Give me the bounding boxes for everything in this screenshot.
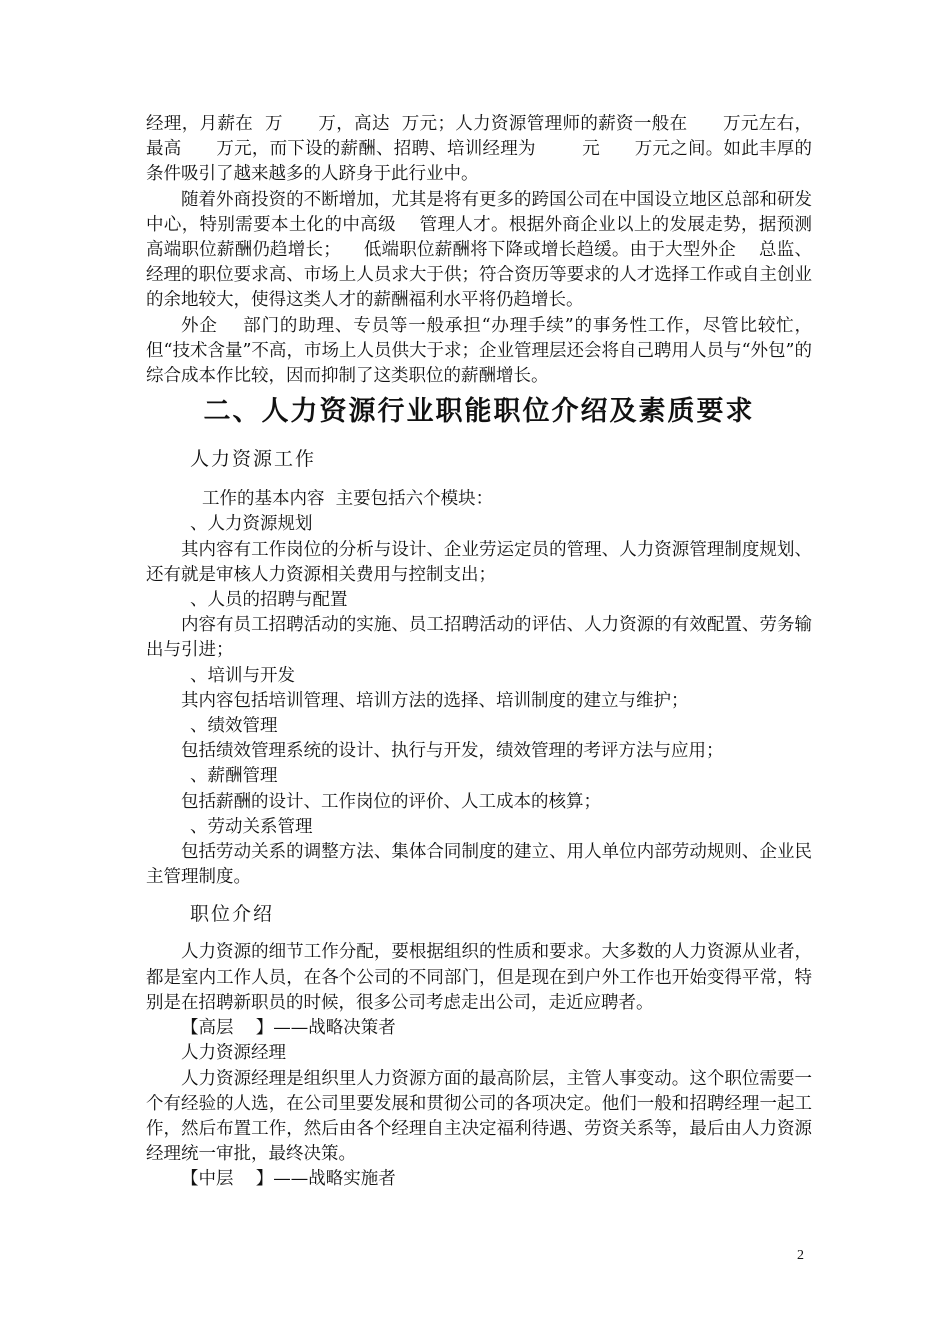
- level-high: 【高层 】——战略决策者: [181, 1018, 396, 1039]
- module-desc: 包括劳动关系的调整方法、集体合同制度的建立、用人单位内部劳动规则、企业民主管理制度。: [146, 842, 812, 888]
- paragraph-hr-manager-desc: 人力资源经理是组织里人力资源方面的最高阶层，主管人事变动。这个职位需要一个有经验的人选，在公司里要发展和贯彻公司的各项决定。他们一般和招聘经理一起工作，然后布置工作，然后由各个经理自主决定福利待遇、劳资关系等，最后由人力资源经理统一审批，最终决策。: [146, 1068, 812, 1165]
- module-title: 、培训与开发: [190, 665, 295, 686]
- module-title: 、薪酬管理: [190, 766, 278, 787]
- role-hr-manager: 人力资源经理: [181, 1043, 286, 1064]
- section-heading: 二、人力资源行业职能职位介绍及素质要求: [203, 396, 755, 428]
- page-number: 2: [797, 1248, 804, 1263]
- module-desc: 包括薪酬的设计、工作岗位的评价、人工成本的核算；: [181, 791, 601, 812]
- module-title: 、绩效管理: [190, 716, 278, 737]
- document-page: [146, 112, 835, 1193]
- subsection-position-intro: 职位介绍: [190, 903, 275, 926]
- paragraph-foreign-investment: 随着外商投资的不断增加，尤其是将有更多的跨国公司在中国设立地区总部和研发中心，特别需要本土化的中高级 管理人才。根据外商企业以上的发展走势，据预测 高端职位薪酬仍趋增长； 低端职位薪酬将下降或增长趋缓。由于大型外企 总监、经理的职位要求高、市场上人员求大于供；符合资历等要求的人才选择工作或自主创业的余地较大，使得这类人才的薪酬福利水平将仍趋增长。: [146, 189, 835, 311]
- module-desc: 包括绩效管理系统的设计、执行与开发，绩效管理的考评方法与应用；: [181, 741, 724, 762]
- paragraph-hr-distribution: 人力资源的细节工作分配，要根据组织的性质和要求。大多数的人力资源从业者，都是室内工作人员，在各个公司的不同部门，但是现在到户外工作也开始变得平常，特别是在招聘新职员的时候，很多公司考虑走出公司，走近应聘者。: [146, 942, 812, 1013]
- paragraph-assistant-roles: 外企 部门的助理、专员等一般承担“办理手续”的事务性工作，尽管比较忙，但“技术含量”不高，市场上人员供大于求；企业管理层还会将自己聘用人员与“外包”的综合成本作比较，因而抑制了这类职位的薪酬增长。: [146, 315, 812, 387]
- modules-intro: 工作的基本内容 主要包括六个模块：: [202, 489, 494, 510]
- module-title: 、人力资源规划: [190, 514, 313, 535]
- module-title: 、人员的招聘与配置: [190, 590, 348, 611]
- paragraph-salary-levels: 经理，月薪在 万 万，高达 万元；人力资源管理师的薪资一般在 万元左右，最高 万元，而下设的薪酬、招聘、培训经理为 元 万元之间。如此丰厚的条件吸引了越来越多的人跻身于此行业中。: [146, 114, 812, 185]
- module-desc: 其内容有工作岗位的分析与设计、企业劳运定员的管理、人力资源管理制度规划、还有就是审核人力资源相关费用与控制支出；: [146, 539, 812, 585]
- module-desc: 内容有员工招聘活动的实施、员工招聘活动的评估、人力资源的有效配置、劳务输出与引进；: [146, 615, 812, 661]
- module-desc: 其内容包括培训管理、培训方法的选择、培训制度的建立与维护；: [181, 690, 689, 711]
- level-mid: 【中层 】——战略实施者: [181, 1169, 396, 1190]
- subsection-hr-work: 人力资源工作: [190, 448, 317, 471]
- module-title: 、劳动关系管理: [190, 816, 313, 837]
